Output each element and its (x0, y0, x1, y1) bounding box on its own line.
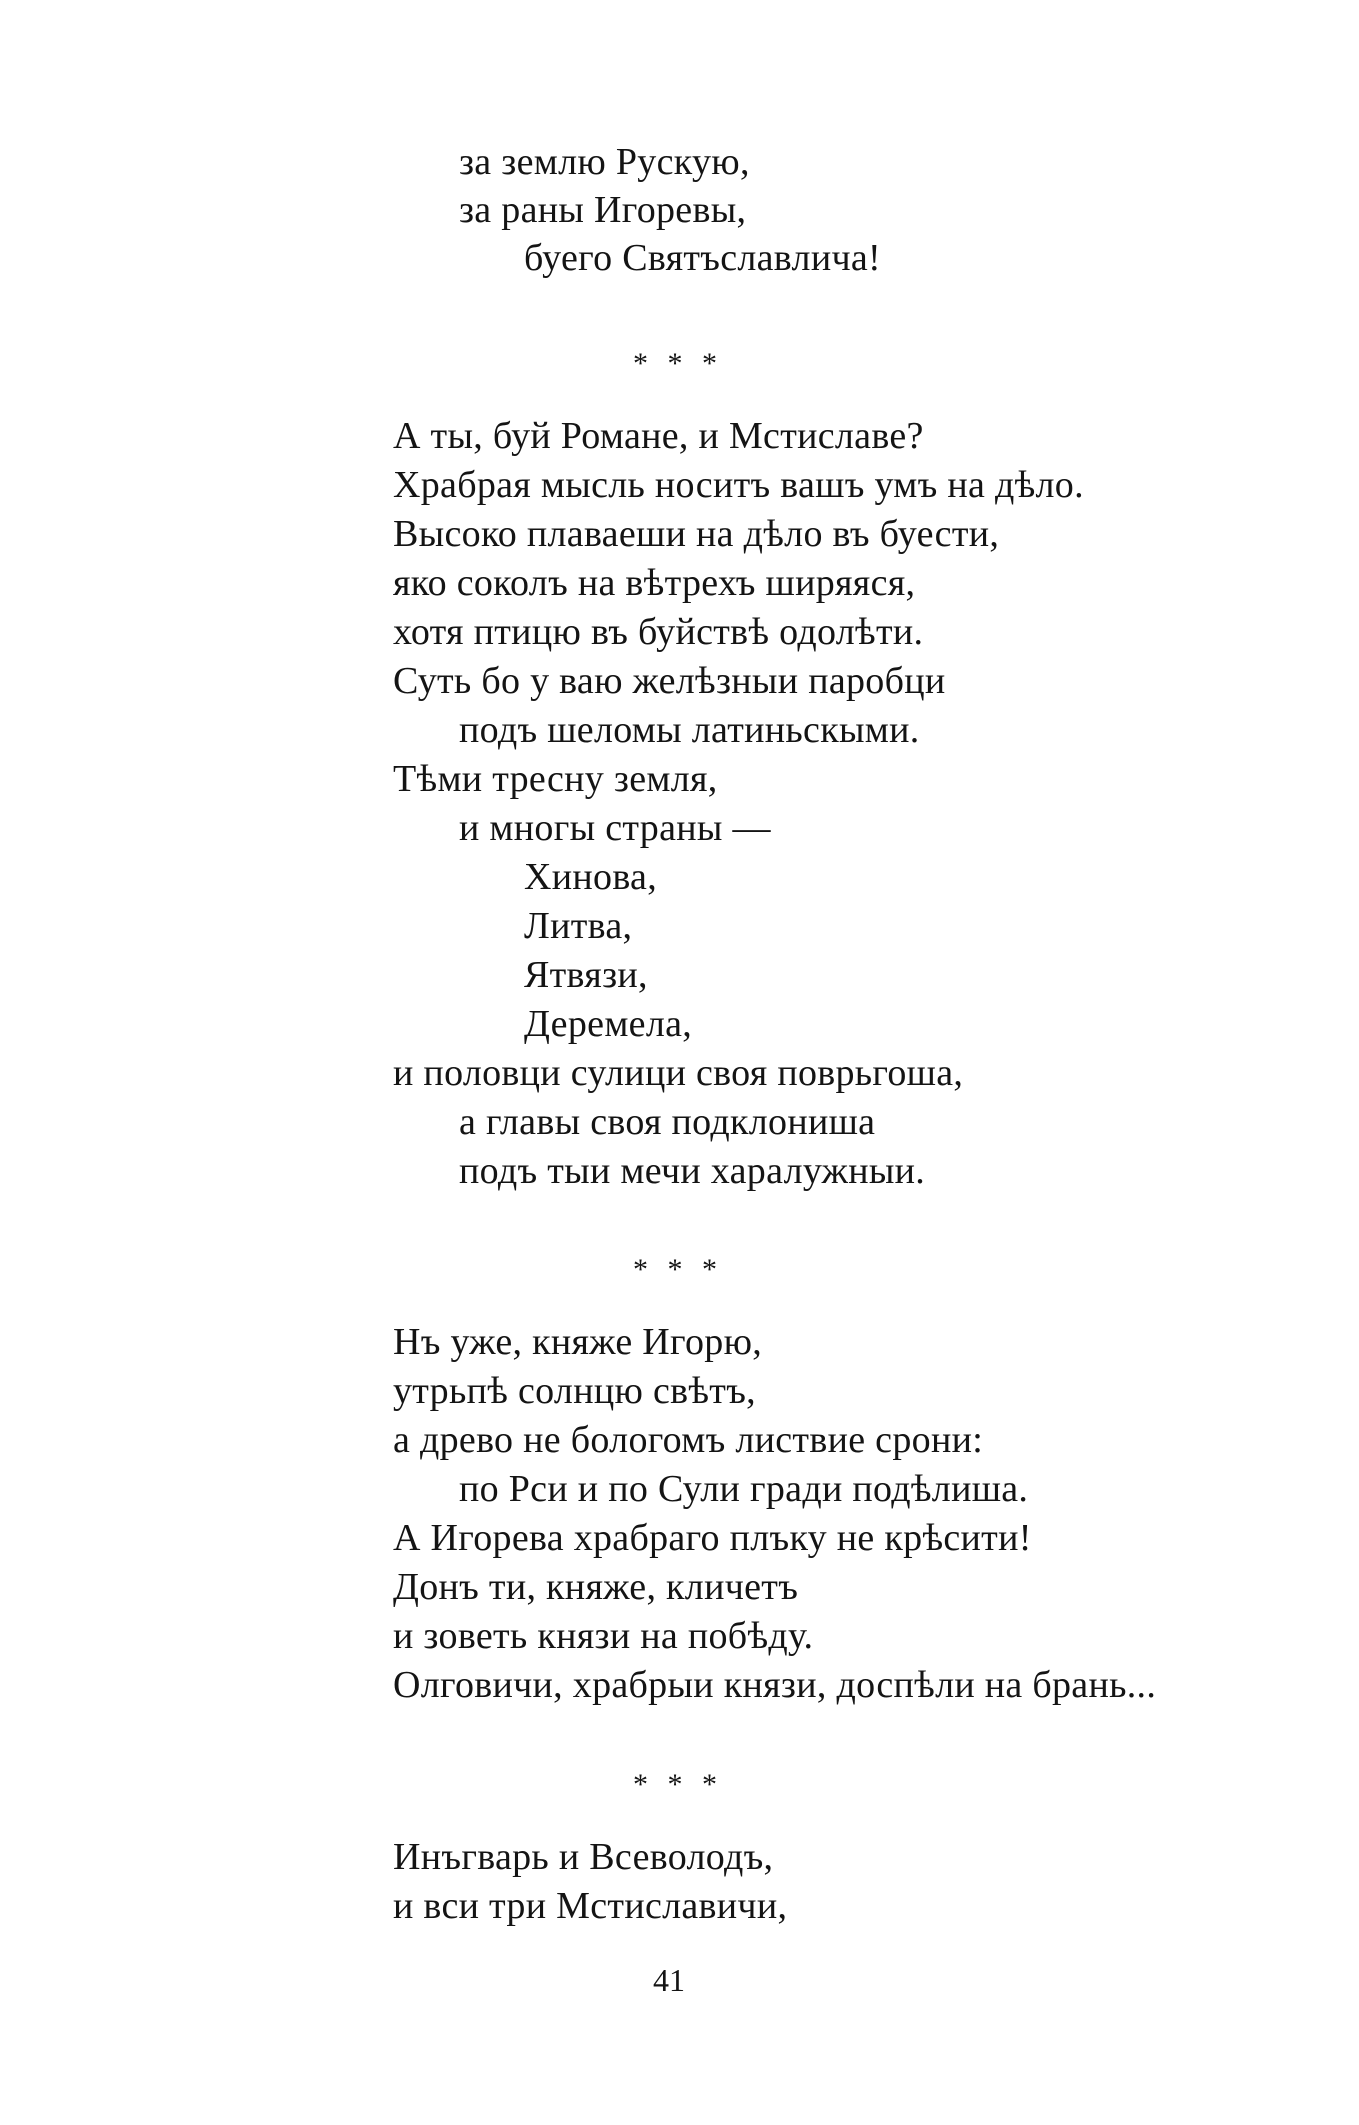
verse-line: Высоко плаваеши на дѣло въ буести, (393, 513, 1000, 555)
verse-line: и многы страны — (459, 807, 771, 849)
verse-line: хотя птицю въ буйствѣ одолѣти. (393, 611, 924, 653)
verse-line: и вси три Мстиславичи, (393, 1885, 788, 1927)
verse-line: подъ тыи мечи харалужныи. (459, 1150, 926, 1192)
verse-line: Ятвязи, (524, 954, 648, 996)
verse-line: Инъгварь и Всеволодъ, (393, 1836, 774, 1878)
section-divider: * * * (633, 347, 723, 380)
verse-line: А ты, буй Романе, и Мстиславе? (393, 415, 924, 457)
verse-line: Храбрая мысль носитъ вашъ умъ на дѣло. (393, 464, 1084, 506)
page-number: 41 (653, 1962, 685, 1998)
verse-line: и зоветь князи на побѣду. (393, 1615, 814, 1657)
verse-line: за раны Игоревы, (459, 189, 747, 231)
verse-line: Суть бо у ваю желѣзныи паробци (393, 660, 946, 702)
verse-line: Хинова, (524, 856, 658, 898)
verse-line: Нъ уже, княже Игорю, (393, 1321, 763, 1363)
verse-line: и половци сулици своя поврьгоша, (393, 1052, 964, 1094)
verse-line: яко соколъ на вѣтрехъ ширяяся, (393, 562, 916, 604)
section-divider: * * * (633, 1768, 723, 1801)
verse-line: буего Святъславлича! (524, 237, 881, 279)
verse-line: а главы своя подклониша (459, 1101, 876, 1143)
verse-line: Деремела, (524, 1003, 693, 1045)
verse-line: А Игорева храбраго плъку не крѣсити! (393, 1517, 1032, 1559)
verse-line: утрьпѣ солнцю свѣтъ, (393, 1370, 756, 1412)
verse-line: Литва, (524, 905, 633, 947)
verse-line: Тѣми тресну земля, (393, 758, 718, 800)
verse-line: подъ шеломы латиньскыми. (459, 709, 920, 751)
section-divider: * * * (633, 1253, 723, 1286)
verse-line: по Рси и по Сули гради подѣлиша. (459, 1468, 1029, 1510)
verse-line: Олговичи, храбрыи князи, доспѣли на брань... (393, 1664, 1157, 1706)
verse-line: Донъ ти, княже, кличетъ (393, 1566, 799, 1608)
verse-line: а древо не бологомъ листвие срони: (393, 1419, 984, 1461)
verse-line: за землю Рускую, (459, 141, 750, 183)
